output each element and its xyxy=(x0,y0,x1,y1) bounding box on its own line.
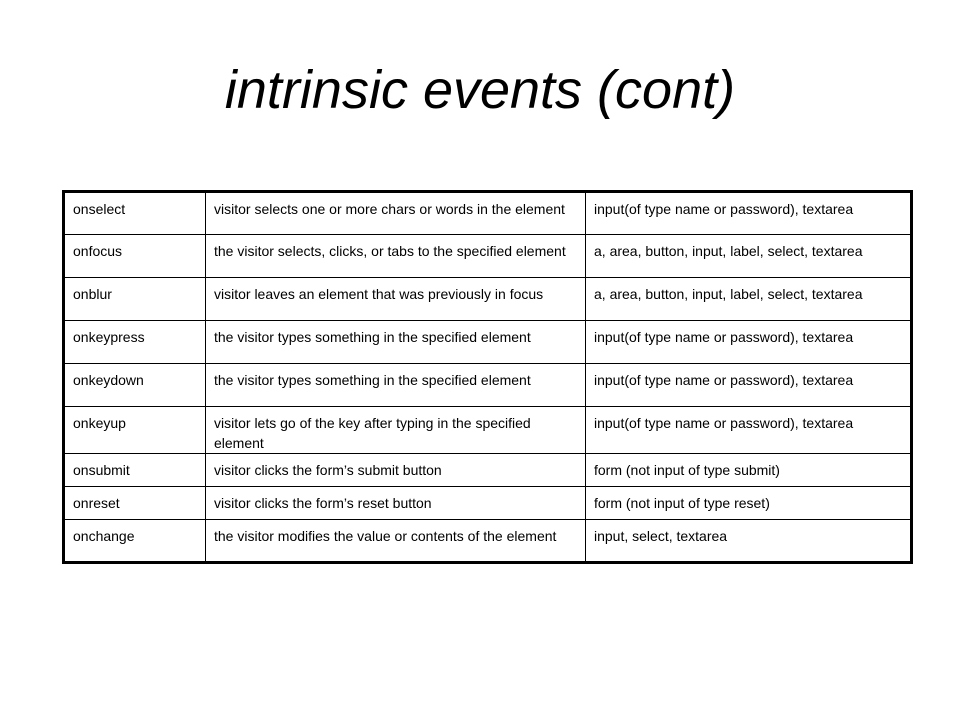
table-row xyxy=(64,520,912,563)
event-name-cell: onkeypress xyxy=(64,321,206,364)
table-row xyxy=(64,192,912,235)
event-name-cell: onchange xyxy=(64,520,206,563)
event-description-cell: the visitor types something in the specified element xyxy=(206,321,586,364)
event-description-cell: the visitor types something in the specified element xyxy=(206,364,586,407)
events-table xyxy=(62,190,913,564)
event-name-cell: onselect xyxy=(64,192,206,235)
event-name-cell: onsubmit xyxy=(64,454,206,487)
event-elements-cell: form (not input of type reset) xyxy=(586,487,912,520)
table-row xyxy=(64,235,912,278)
event-description-cell: the visitor modifies the value or contents of the element xyxy=(206,520,586,563)
event-elements-cell: form (not input of type submit) xyxy=(586,454,912,487)
event-elements-cell: a, area, button, input, label, select, textarea xyxy=(586,235,912,278)
event-name-cell: onkeyup xyxy=(64,407,206,454)
event-name-cell: onfocus xyxy=(64,235,206,278)
event-description-cell: visitor leaves an element that was previously in focus xyxy=(206,278,586,321)
event-elements-cell: input(of type name or password), textarea xyxy=(586,407,912,454)
event-name-cell: onkeydown xyxy=(64,364,206,407)
event-description-cell: visitor clicks the form’s submit button xyxy=(206,454,586,487)
event-elements-cell: input, select, textarea xyxy=(586,520,912,563)
table-row xyxy=(64,278,912,321)
event-elements-cell: input(of type name or password), textarea xyxy=(586,321,912,364)
event-elements-cell: input(of type name or password), textarea xyxy=(586,192,912,235)
table-row xyxy=(64,364,912,407)
table-row xyxy=(64,454,912,487)
table-row xyxy=(64,321,912,364)
table-row xyxy=(64,407,912,454)
slide-title: intrinsic events (cont) xyxy=(224,60,736,120)
event-description-cell: visitor lets go of the key after typing in the specified element xyxy=(206,407,586,454)
event-description-cell: visitor clicks the form’s reset button xyxy=(206,487,586,520)
event-name-cell: onblur xyxy=(64,278,206,321)
event-elements-cell: input(of type name or password), textarea xyxy=(586,364,912,407)
event-name-cell: onreset xyxy=(64,487,206,520)
event-description-cell: visitor selects one or more chars or words in the element xyxy=(206,192,586,235)
event-elements-cell: a, area, button, input, label, select, textarea xyxy=(586,278,912,321)
table-row xyxy=(64,487,912,520)
event-description-cell: the visitor selects, clicks, or tabs to the specified element xyxy=(206,235,586,278)
